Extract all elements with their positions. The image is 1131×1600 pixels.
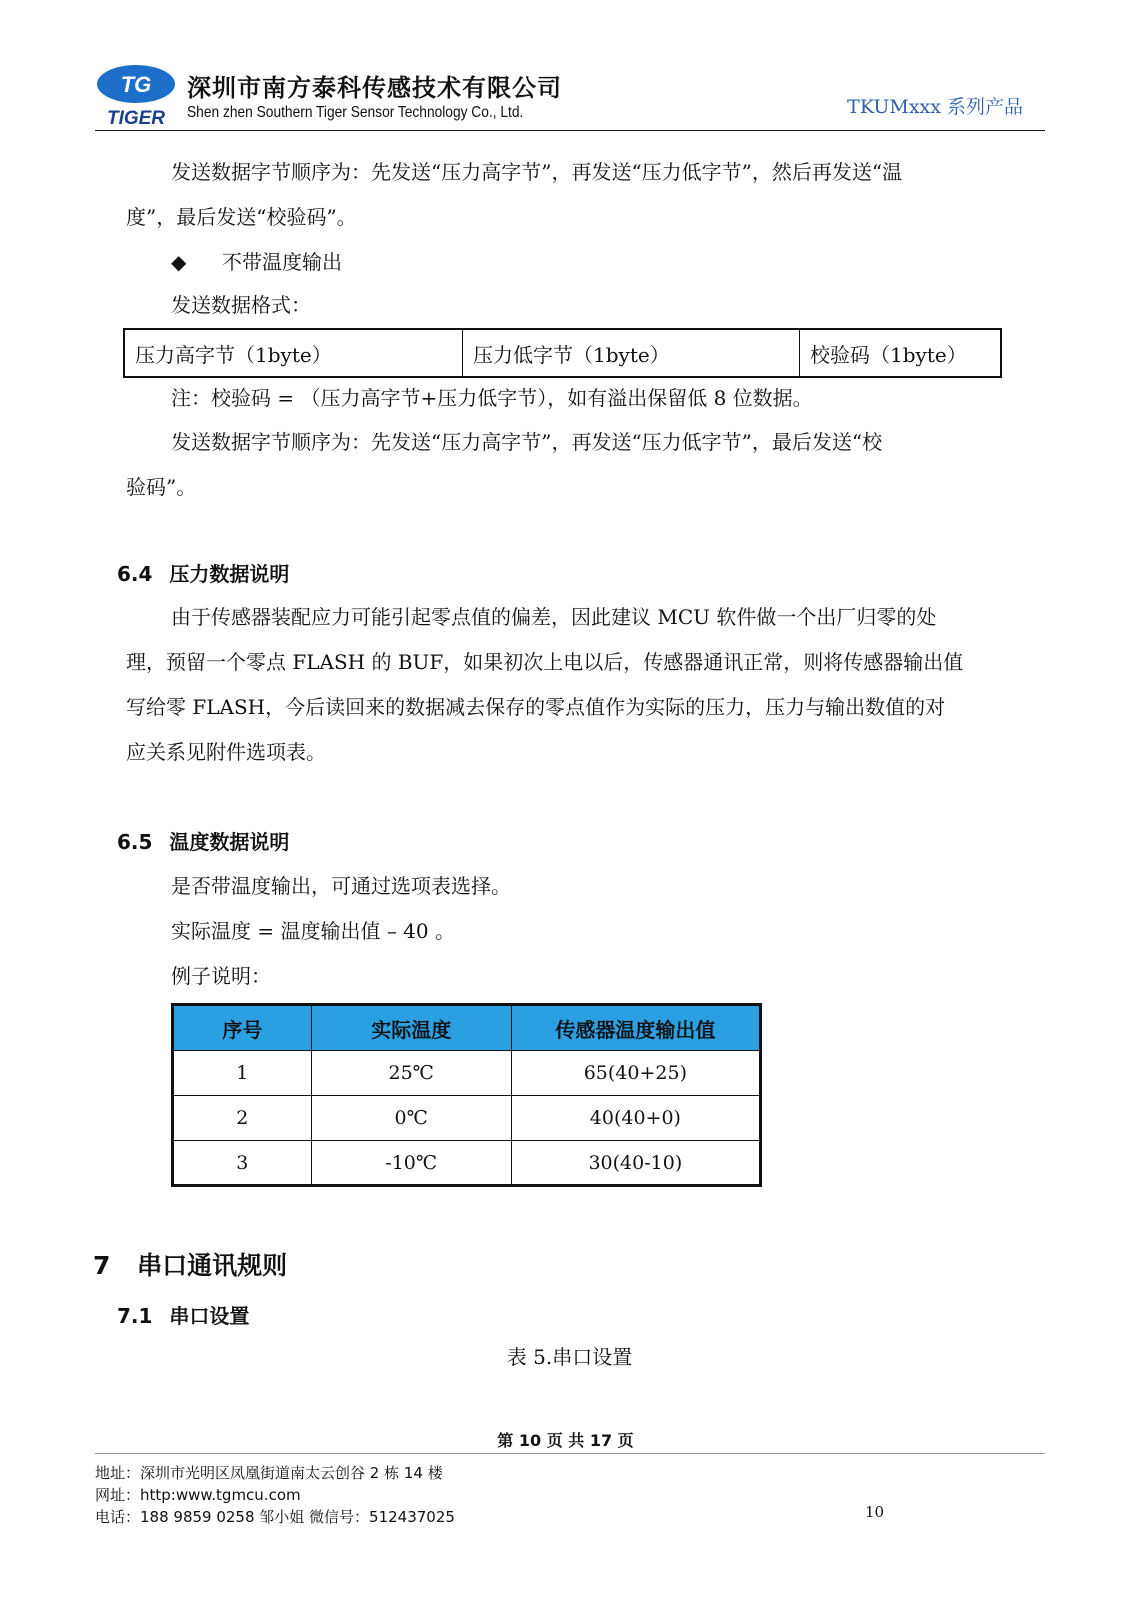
section-number: 7.1 [117, 1304, 153, 1328]
example-label: 例子说明： [171, 964, 271, 988]
format-cell-high-byte: 压力高字节（1byte） [135, 342, 332, 367]
section-heading-6-5 [117, 826, 289, 855]
table-row [173, 1096, 761, 1141]
section-heading-7-1 [117, 1300, 249, 1329]
temperature-example-table [171, 1003, 762, 1187]
paragraph-line: 是否带温度输出，可通过选项表选择。 [171, 874, 511, 898]
table-row [173, 1141, 761, 1186]
company-name-en: Shen zhen Southern Tiger Sensor Technology Co., Ltd. [187, 104, 524, 121]
logo-mark-text: TG [120, 72, 152, 97]
paragraph-line: 由于传感器装配应力可能引起零点值的偏差，因此建议 MCU 软件做一个出厂归零的处 [171, 605, 937, 629]
paragraph-line: 发送数据字节顺序为：先发送“压力高字节”，再发送“压力低字节”，最后发送“校 [171, 430, 883, 454]
page-header [95, 62, 1045, 134]
column-header: 序号 [173, 1005, 312, 1051]
format-label: 发送数据格式： [171, 293, 311, 317]
paragraph-line: 度”，最后发送“校验码”。 [126, 205, 357, 229]
format-cell-checksum: 校验码（1byte） [799, 330, 1000, 376]
footer-website: 网址：http:www.tgmcu.com [95, 1486, 301, 1504]
section-number: 6.4 [117, 562, 153, 586]
table-cell: 1 [173, 1051, 312, 1096]
chapter-number: 7 [93, 1251, 111, 1280]
checksum-note: 注：校验码 = （压力高字节+压力低字节），如有溢出保留低 8 位数据。 [171, 386, 813, 410]
section-title: 压力数据说明 [169, 562, 290, 586]
tiger-logo [95, 64, 177, 128]
section-title: 串口设置 [169, 1304, 250, 1328]
column-header: 传感器温度输出值 [511, 1005, 760, 1051]
chapter-title: 串口通讯规则 [137, 1251, 288, 1280]
table-cell: 0℃ [311, 1096, 511, 1141]
table-cell: 40(40+0) [511, 1096, 760, 1141]
section-title: 温度数据说明 [169, 830, 290, 854]
table-cell: 3 [173, 1141, 312, 1186]
chapter-heading-7 [93, 1246, 287, 1282]
table-cell: 25℃ [311, 1051, 511, 1096]
table-cell: -10℃ [311, 1141, 511, 1186]
format-table [123, 328, 1002, 378]
bullet-symbol: ◆ [171, 250, 187, 274]
table-cell: 30(40-10) [511, 1141, 760, 1186]
table-caption: 表 5.串口设置 [506, 1345, 633, 1369]
footer-phone: 电话：188 9859 0258 邹小姐 微信号：512437025 [95, 1508, 455, 1526]
paragraph-line: 写给零 FLASH，今后读回来的数据减去保存的零点值作为实际的压力，压力与输出数值的对 [126, 695, 946, 719]
paragraph-line: 应关系见附件选项表。 [126, 740, 326, 764]
section-number: 6.5 [117, 830, 153, 854]
table-row [173, 1051, 761, 1096]
page-indicator: 第 10 页 共 17 页 [497, 1431, 634, 1450]
bullet-text: 不带温度输出 [222, 250, 342, 274]
paragraph-line: 发送数据字节顺序为：先发送“压力高字节”，再发送“压力低字节”，然后再发送“温 [171, 160, 903, 184]
company-name-cn: 深圳市南方泰科传感技术有限公司 [187, 74, 562, 102]
paragraph-line: 验码”。 [126, 475, 197, 499]
table-cell: 2 [173, 1096, 312, 1141]
header-divider [95, 130, 1045, 131]
product-series: TKUMxxx 系列产品 [847, 96, 1023, 118]
paragraph-line: 理，预留一个零点 FLASH 的 BUF，如果初次上电以后，传感器通讯正常，则将传感器输出值 [126, 650, 964, 674]
format-cell-low-byte: 压力低字节（1byte） [462, 330, 799, 376]
footer-address: 地址：深圳市光明区凤凰街道南太云创谷 2 栋 14 楼 [95, 1464, 443, 1482]
logo-word-text: TIGER [106, 108, 166, 128]
section-heading-6-4 [117, 558, 289, 587]
table-header-row [173, 1005, 761, 1051]
column-header: 实际温度 [311, 1005, 511, 1051]
footer-divider [95, 1453, 1045, 1454]
footer-page-number: 10 [865, 1503, 885, 1521]
temperature-formula: 实际温度 = 温度输出值 – 40 。 [171, 919, 455, 943]
table-cell: 65(40+25) [511, 1051, 760, 1096]
